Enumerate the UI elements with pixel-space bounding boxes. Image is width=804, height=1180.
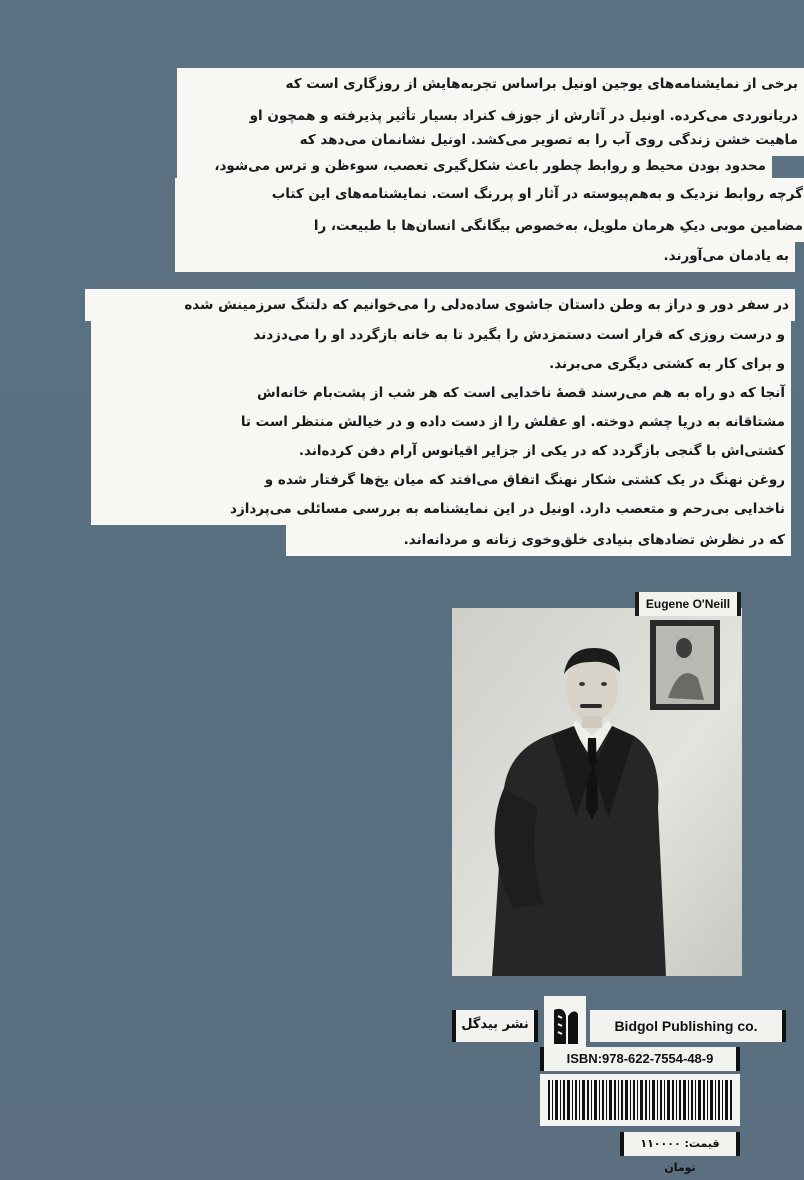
author-name-label: Eugene O'Neill [635,592,741,616]
author-photo [452,608,742,976]
paragraph-2-line: روغن نهنگ در یک کشتی شکار نهنگ اتفاق می‌افتد که میان یخ‌ها گرفتار شده و [91,464,791,496]
publisher-name-en: Bidgol Publishing co. [590,1010,786,1042]
publisher-name-fa: نشر بیدگل [452,1010,538,1042]
paragraph-2-line: که در نظرش تضادهای بنیادی خلق‌وخوی زنانه و مردانه‌اند. [286,524,791,556]
barcode [540,1074,740,1126]
paragraph-1-line: برخی از نمایشنامه‌های یوجین اونیل براساس تجربه‌هایش از روزگاری است که [177,68,804,100]
paragraph-2-line: و برای کار به کشتی دیگری می‌برند. [91,348,791,380]
paragraph-2-line: آنجا که دو راه به هم می‌رسند قصهٔ ناخدایی است که هر شب از پشت‌بام خانه‌اش [91,377,791,409]
paragraph-2-line: مشتاقانه به دریا چشم دوخته. او عقلش را از دست داده و در خیالش منتظر است تا [91,406,791,438]
isbn-label: ISBN:978-622-7554-48-9 [540,1047,740,1071]
paragraph-2-line: کشتی‌اش با گنجی بازگردد که در یکی از جزایر اقیانوس آرام دفن کرده‌اند. [91,435,791,467]
paragraph-1-line: گرچه روابط نزدیک و به‌هم‌پیوسته در آثار او پررنگ است. نمایشنامه‌های این کتاب [175,178,804,210]
paragraph-1-line: به یادمان می‌آورند. [175,240,795,272]
publisher-row [452,1010,786,1042]
paragraph-1-line: مضامین موبی دیکِ هرمان ملویل، به‌خصوص بیگانگی انسان‌ها با طبیعت، را [175,210,804,242]
paragraph-1-line: محدود بودن محیط و روابط چطور باعث شکل‌گیری تعصب، سوءظن و ترس می‌شود، [177,150,772,182]
barcode-icon [548,1080,732,1120]
paragraph-2-line: در سفر دور و دراز به وطن داستان جاشوی ساده‌دلی را می‌خوانیم که دلتنگ سرزمینش شده [85,289,795,321]
paragraph-2-line: و درست روزی که قرار است دستمزدش را بگیرد تا به خانه بازگردد او را می‌دزدند [91,319,791,351]
paragraph-1-line: دریانوردی می‌کرده. اونیل در آثارش از جوزف کنراد بسیار تأثیر پذیرفته و همچون او [177,100,804,132]
author-portrait-image [452,608,742,976]
paragraph-1-line: ماهیت خشن زندگی روی آب را به تصویر می‌کشد. اونیل نشانمان می‌دهد که [177,124,804,156]
paragraph-2-line: ناخدایی بی‌رحم و متعصب دارد. اونیل در این نمایشنامه به بررسی مسائلی می‌پردازد [91,493,791,525]
price-label: قیمت: ۱۱۰۰۰۰ تومان [620,1132,740,1156]
